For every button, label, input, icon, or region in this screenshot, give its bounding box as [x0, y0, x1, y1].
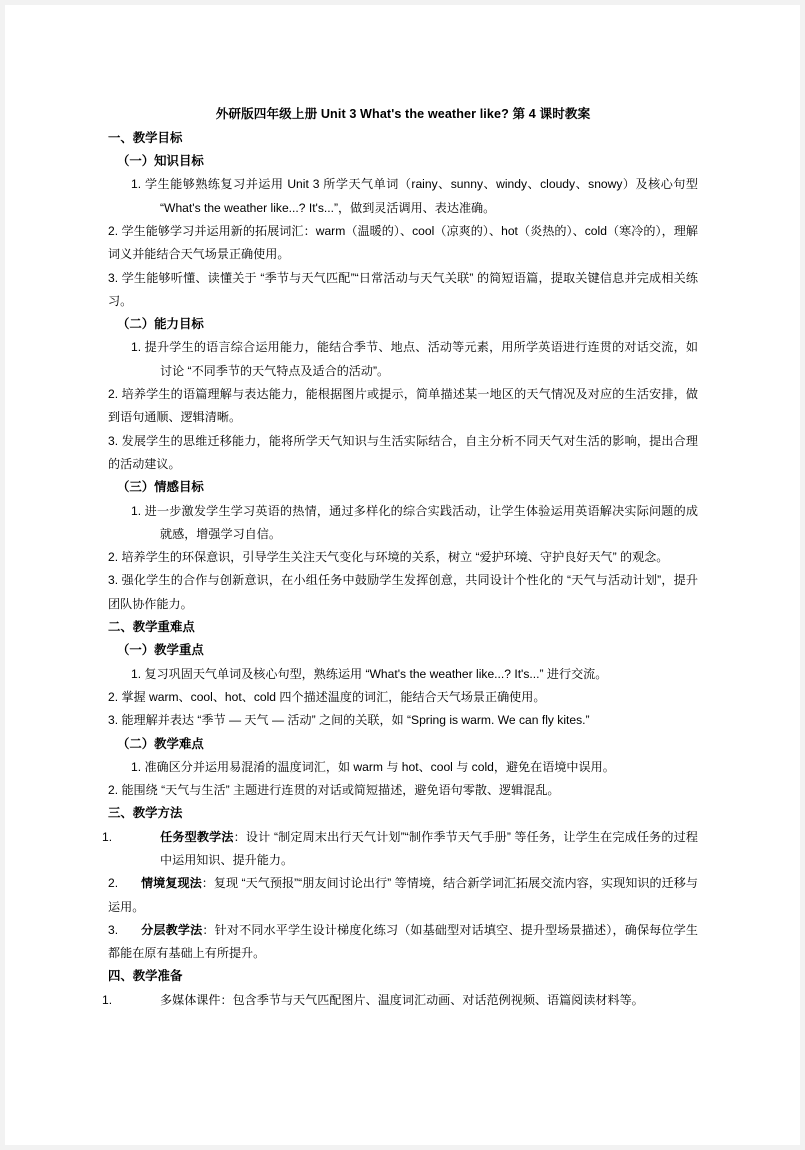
list-item — [108, 919, 698, 966]
subsection-heading-affective-objectives: （三）情感目标 — [117, 480, 204, 495]
list-item — [102, 826, 698, 873]
document-title: 外研版四年级上册 Unit 3 What's the weather like? 第 4 课时教案 — [215, 107, 591, 121]
list-item: 2. 学生能够学习并运用新的拓展词汇：warm（温暖的）、cool（凉爽的）、hot（炎热的）、cold（寒冷的），理解词义并能结合天气场景正确使用。 — [108, 223, 698, 262]
list-item: 1. 复习巩固天气单词及核心句型，熟练运用 “What's the weather like...? It's...” 进行交流。 — [131, 666, 608, 681]
section-heading-teaching-objectives: 一、教学目标 — [108, 130, 183, 145]
subsection-heading-key-points: （一）教学重点 — [117, 643, 204, 658]
list-item-text: ：针对不同水平学生设计梯度化练习（如基础型对话填空、提升型场景描述），确保每位学生都能在原有基础上有所提升。 — [108, 922, 698, 961]
list-item — [102, 989, 698, 1012]
list-item: 3. 强化学生的合作与创新意识，在小组任务中鼓励学生发挥创意，共同设计个性化的 “天气与活动计划”，提升团队协作能力。 — [108, 573, 698, 611]
list-item: 2. 培养学生的环保意识，引导学生关注天气变化与环境的关系，树立 “爱护环境、守护良好天气” 的观念。 — [108, 550, 669, 565]
document-content — [102, 103, 698, 1012]
list-item-text: ：设计 “制定周末出行天气计划”“制作季节天气手册” 等任务，让学生在完成任务的过程中运用知识、提升能力。 — [160, 829, 698, 867]
list-item: 2. 能围绕 “天气与生活” 主题进行连贯的对话或简短描述，避免语句零散、逻辑混乱。 — [108, 783, 560, 798]
list-item: 2. 掌握 warm、cool、hot、cold 四个描述温度的词汇，能结合天气场景正确使用。 — [108, 689, 546, 704]
list-item-number: 1. — [102, 829, 113, 844]
section-heading-key-and-difficult-points: 二、教学重难点 — [108, 620, 195, 635]
subsection-heading-difficult-points: （二）教学难点 — [117, 736, 204, 751]
section-heading-teaching-preparation: 四、教学准备 — [108, 969, 183, 984]
list-item-number: 2. — [108, 876, 119, 891]
list-item-lead: 任务型教学法 — [160, 829, 234, 844]
list-item — [108, 872, 698, 919]
list-item: 3. 发展学生的思维迁移能力，能将所学天气知识与生活实际结合，自主分析不同天气对生活的影响，提出合理的活动建议。 — [108, 433, 698, 471]
list-item-text: ：复现 “天气预报”“朋友间讨论出行” 等情境，结合新学词汇拓展交流内容，实现知识的迁移与运用。 — [108, 876, 698, 914]
section-heading-teaching-methods: 三、教学方法 — [108, 806, 183, 821]
list-item: 1. 提升学生的语言综合运用能力，能结合季节、地点、活动等元素，用所学英语进行连贯的对话交流，如讨论 “不同季节的天气特点及适合的活动”。 — [131, 340, 698, 378]
subsection-heading-ability-objectives: （二）能力目标 — [117, 317, 204, 332]
list-item: 2. 培养学生的语篇理解与表达能力，能根据图片或提示，简单描述某一地区的天气情况及对应的生活安排，做到语句通顺、逻辑清晰。 — [108, 387, 698, 425]
list-item: 1. 进一步激发学生学习英语的热情，通过多样化的综合实践活动，让学生体验运用英语解决实际问题的成就感，增强学习自信。 — [131, 503, 698, 541]
list-item-number: 1. — [102, 992, 113, 1007]
list-item: 3. 能理解并表达 “季节 — 天气 — 活动” 之间的关联，如 “Spring is warm. We can fly kites.” — [108, 713, 590, 728]
list-item-text: 多媒体课件：包含季节与天气匹配图片、温度词汇动画、对话范例视频、语篇阅读材料等。 — [160, 992, 644, 1007]
list-item-lead: 情境复现法 — [141, 876, 202, 891]
list-item: 3. 学生能够听懂、读懂关于 “季节与天气匹配”“日常活动与天气关联” 的简短语篇，提取关键信息并完成相关练习。 — [108, 270, 698, 308]
subsection-heading-knowledge-objectives: （一）知识目标 — [117, 154, 204, 169]
list-item-number: 3. — [108, 922, 119, 937]
list-item: 1. 准确区分并运用易混淆的温度词汇，如 warm 与 hot、cool 与 cold，避免在语境中误用。 — [131, 759, 615, 774]
list-item-lead: 分层教学法 — [141, 922, 203, 937]
list-item: 1. 学生能够熟练复习并运用 Unit 3 所学天气单词（rainy、sunny、windy、cloudy、snowy）及核心句型 “What's the weather like...? It's...”，做到灵活调用、表达准确。 — [131, 177, 698, 215]
document-page — [5, 5, 800, 1145]
